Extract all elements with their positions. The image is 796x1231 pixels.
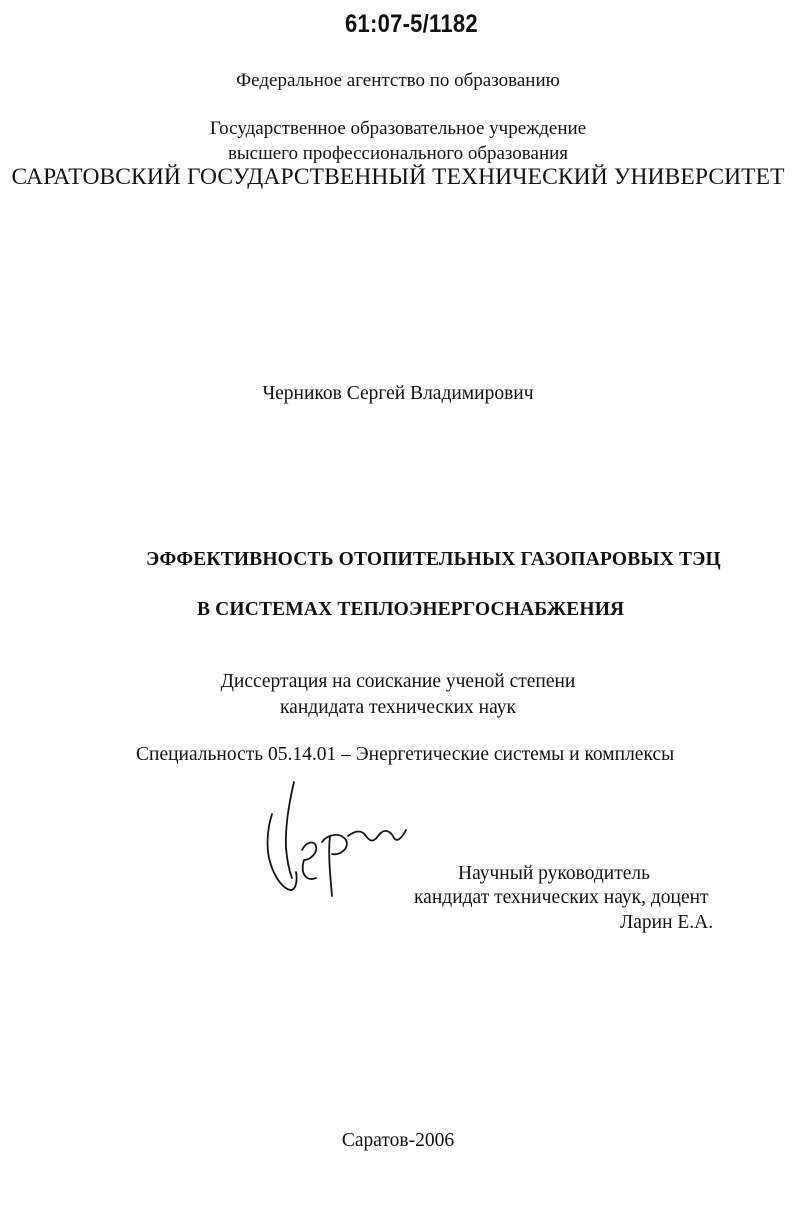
author-signature: [258, 778, 408, 903]
institution-line-2: высшего профессионального образования: [227, 143, 569, 164]
city-year: Саратов-2006: [341, 1130, 455, 1151]
advisor-name: Ларин Е.А.: [620, 912, 714, 933]
thesis-title-line-2: В СИСТЕМАХ ТЕПЛОЭНЕРГОСНАБЖЕНИЯ: [197, 599, 625, 620]
dissertation-line-2: кандидата технических наук: [280, 697, 516, 718]
advisor-role: Научный руководитель: [458, 863, 651, 884]
specialty: Специальность 05.14.01 – Энергетические системы и комплексы: [136, 744, 675, 765]
agency-name: Федеральное агентство по образованию: [236, 70, 560, 91]
thesis-title-line-1: ЭФФЕКТИВНОСТЬ ОТОПИТЕЛЬНЫХ ГАЗОПАРОВЫХ ТЭЦ: [146, 549, 721, 570]
institution-line-1: Государственное образовательное учреждение: [209, 118, 587, 139]
advisor-degree: кандидат технических наук, доцент: [414, 887, 709, 908]
dissertation-line-1: Диссертация на соискание ученой степени: [220, 671, 576, 692]
university-name: САРАТОВСКИЙ ГОСУДАРСТВЕННЫЙ ТЕХНИЧЕСКИЙ УНИВЕРСИТЕТ: [11, 164, 785, 190]
author-name: Черников Сергей Владимирович: [262, 383, 534, 404]
catalog-number: 61:07-5/1182: [345, 10, 478, 38]
